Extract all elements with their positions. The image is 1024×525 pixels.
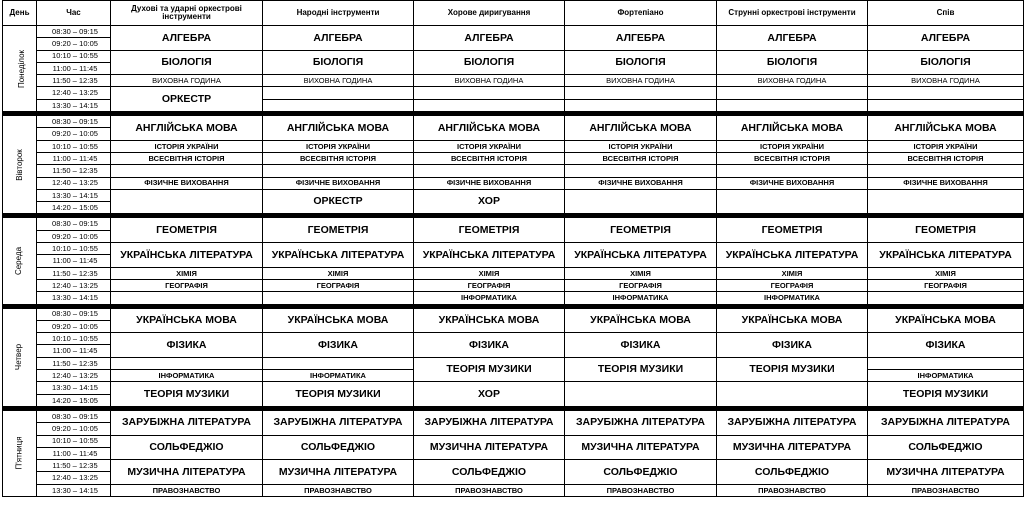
subject-cell: ІСТОРІЯ УКРАЇНИ xyxy=(111,140,263,152)
subject-cell: ХІМІЯ xyxy=(565,267,717,279)
subject-cell: ІНФОРМАТИКА xyxy=(868,370,1024,382)
time-slot: 11:00 – 11:45 xyxy=(37,152,111,164)
subject-cell: ФІЗИКА xyxy=(868,333,1024,358)
subject-cell: ІСТОРІЯ УКРАЇНИ xyxy=(717,140,868,152)
subject-cell: СОЛЬФЕДЖІО xyxy=(111,435,263,460)
empty-cell xyxy=(414,99,565,111)
subject-cell: УКРАЇНСЬКА ЛІТЕРАТУРА xyxy=(868,243,1024,268)
subject-cell: СОЛЬФЕДЖІО xyxy=(717,460,868,485)
subject-cell: ІСТОРІЯ УКРАЇНИ xyxy=(414,140,565,152)
table-row xyxy=(3,140,1024,152)
subject-cell: МУЗИЧНА ЛІТЕРАТУРА xyxy=(263,460,414,485)
time-slot: 10:10 – 10:55 xyxy=(37,50,111,62)
subject-cell: ПРАВОЗНАВСТВО xyxy=(717,484,868,496)
time-slot: 09:20 – 10:05 xyxy=(37,128,111,140)
table-row xyxy=(3,26,1024,38)
subject-cell: ВСЕСВІТНЯ ІСТОРІЯ xyxy=(263,152,414,164)
table-row xyxy=(3,243,1024,255)
time-slot: 11:00 – 11:45 xyxy=(37,255,111,267)
time-slot: 13:30 – 14:15 xyxy=(37,99,111,111)
empty-cell xyxy=(263,99,414,111)
time-slot: 11:50 – 12:35 xyxy=(37,267,111,279)
header-group-vocal: Спів xyxy=(868,1,1024,26)
subject-cell: ІНФОРМАТИКА xyxy=(111,370,263,382)
table-row xyxy=(3,357,1024,369)
time-slot: 08:30 – 09:15 xyxy=(37,26,111,38)
table-row xyxy=(3,50,1024,62)
time-slot: 11:50 – 12:35 xyxy=(37,357,111,369)
header-group-strings: Струнні оркестрові інструменти xyxy=(717,1,868,26)
subject-cell: БІОЛОГІЯ xyxy=(263,50,414,75)
subject-cell: ТЕОРІЯ МУЗИКИ xyxy=(111,382,263,407)
empty-cell xyxy=(111,189,263,214)
subject-cell: ПРАВОЗНАВСТВО xyxy=(414,484,565,496)
subject-cell: МУЗИЧНА ЛІТЕРАТУРА xyxy=(565,435,717,460)
subject-cell: ВИХОВНА ГОДИНА xyxy=(263,75,414,87)
subject-cell: ЗАРУБІЖНА ЛІТЕРАТУРА xyxy=(565,410,717,435)
subject-cell: ФІЗИЧНЕ ВИХОВАННЯ xyxy=(565,177,717,189)
table-row xyxy=(3,484,1024,496)
time-slot: 11:50 – 12:35 xyxy=(37,75,111,87)
subject-cell: ОРКЕСТР xyxy=(111,87,263,112)
table-row xyxy=(3,165,1024,177)
table-row xyxy=(3,75,1024,87)
subject-cell: УКРАЇНСЬКА ЛІТЕРАТУРА xyxy=(717,243,868,268)
empty-cell xyxy=(111,292,263,304)
subject-cell: ТЕОРІЯ МУЗИКИ xyxy=(263,382,414,407)
subject-cell: МУЗИЧНА ЛІТЕРАТУРА xyxy=(717,435,868,460)
empty-cell xyxy=(717,87,868,99)
subject-cell: ІНФОРМАТИКА xyxy=(565,292,717,304)
time-slot: 13:30 – 14:15 xyxy=(37,189,111,201)
subject-cell: ІНФОРМАТИКА xyxy=(414,292,565,304)
subject-cell: МУЗИЧНА ЛІТЕРАТУРА xyxy=(868,460,1024,485)
subject-cell: БІОЛОГІЯ xyxy=(111,50,263,75)
subject-cell: ВИХОВНА ГОДИНА xyxy=(565,75,717,87)
subject-cell: АЛГЕБРА xyxy=(414,26,565,51)
header-group-choral: Хорове диригування xyxy=(414,1,565,26)
time-slot: 14:20 – 15:05 xyxy=(37,202,111,214)
table-row xyxy=(3,152,1024,164)
subject-cell: ФІЗИЧНЕ ВИХОВАННЯ xyxy=(414,177,565,189)
subject-cell: ВСЕСВІТНЯ ІСТОРІЯ xyxy=(414,152,565,164)
table-row xyxy=(3,116,1024,128)
subject-cell: ПРАВОЗНАВСТВО xyxy=(111,484,263,496)
day-label-cell xyxy=(3,116,37,214)
empty-cell xyxy=(263,357,414,369)
subject-cell: БІОЛОГІЯ xyxy=(414,50,565,75)
time-slot: 13:30 – 14:15 xyxy=(37,382,111,394)
table-row xyxy=(3,308,1024,320)
subject-cell: УКРАЇНСЬКА МОВА xyxy=(868,308,1024,333)
subject-cell: ФІЗИКА xyxy=(414,333,565,358)
subject-cell: БІОЛОГІЯ xyxy=(868,50,1024,75)
empty-cell xyxy=(565,382,717,407)
empty-cell xyxy=(414,87,565,99)
empty-cell xyxy=(868,357,1024,369)
day-label: Понеділок xyxy=(17,49,27,88)
subject-cell: ТЕОРІЯ МУЗИКИ xyxy=(565,357,717,382)
subject-cell: ГЕОГРАФІЯ xyxy=(717,279,868,291)
time-slot: 10:10 – 10:55 xyxy=(37,140,111,152)
subject-cell: АНГЛІЙСЬКА МОВА xyxy=(717,116,868,141)
empty-cell xyxy=(263,165,414,177)
subject-cell: ХІМІЯ xyxy=(868,267,1024,279)
empty-cell xyxy=(263,292,414,304)
subject-cell: ГЕОГРАФІЯ xyxy=(565,279,717,291)
time-slot: 13:30 – 14:15 xyxy=(37,292,111,304)
subject-cell: ХОР xyxy=(414,189,565,214)
time-slot: 12:40 – 13:25 xyxy=(37,87,111,99)
empty-cell xyxy=(565,99,717,111)
subject-cell: УКРАЇНСЬКА МОВА xyxy=(263,308,414,333)
subject-cell: СОЛЬФЕДЖІО xyxy=(263,435,414,460)
subject-cell: ГЕОМЕТРІЯ xyxy=(263,218,414,243)
schedule-table xyxy=(2,0,1024,497)
table-row xyxy=(3,292,1024,304)
time-slot: 09:20 – 10:05 xyxy=(37,230,111,242)
subject-cell: СОЛЬФЕДЖІО xyxy=(414,460,565,485)
empty-cell xyxy=(868,165,1024,177)
empty-cell xyxy=(868,87,1024,99)
empty-cell xyxy=(868,189,1024,214)
subject-cell: ХІМІЯ xyxy=(111,267,263,279)
table-row xyxy=(3,435,1024,447)
subject-cell: ТЕОРІЯ МУЗИКИ xyxy=(414,357,565,382)
time-slot: 10:10 – 10:55 xyxy=(37,435,111,447)
time-slot: 10:10 – 10:55 xyxy=(37,333,111,345)
subject-cell: ПРАВОЗНАВСТВО xyxy=(263,484,414,496)
subject-cell: ГЕОМЕТРІЯ xyxy=(717,218,868,243)
subject-cell: ГЕОГРАФІЯ xyxy=(263,279,414,291)
subject-cell: МУЗИЧНА ЛІТЕРАТУРА xyxy=(414,435,565,460)
time-slot: 11:00 – 11:45 xyxy=(37,345,111,357)
empty-cell xyxy=(717,382,868,407)
subject-cell: БІОЛОГІЯ xyxy=(717,50,868,75)
subject-cell: ХІМІЯ xyxy=(263,267,414,279)
subject-cell: АНГЛІЙСЬКА МОВА xyxy=(868,116,1024,141)
subject-cell: ТЕОРІЯ МУЗИКИ xyxy=(868,382,1024,407)
subject-cell: ПРАВОЗНАВСТВО xyxy=(565,484,717,496)
subject-cell: УКРАЇНСЬКА МОВА xyxy=(414,308,565,333)
subject-cell: АНГЛІЙСЬКА МОВА xyxy=(263,116,414,141)
table-row xyxy=(3,410,1024,422)
subject-cell: ЗАРУБІЖНА ЛІТЕРАТУРА xyxy=(263,410,414,435)
subject-cell: ВИХОВНА ГОДИНА xyxy=(868,75,1024,87)
day-label: Середа xyxy=(14,246,24,276)
table-row xyxy=(3,460,1024,472)
subject-cell: ФІЗИЧНЕ ВИХОВАННЯ xyxy=(868,177,1024,189)
time-slot: 09:20 – 10:05 xyxy=(37,423,111,435)
time-slot: 11:00 – 11:45 xyxy=(37,447,111,459)
subject-cell: ІСТОРІЯ УКРАЇНИ xyxy=(263,140,414,152)
subject-cell: ХІМІЯ xyxy=(717,267,868,279)
subject-cell: АЛГЕБРА xyxy=(111,26,263,51)
day-label: Четвер xyxy=(14,344,24,371)
time-slot: 12:40 – 13:25 xyxy=(37,279,111,291)
empty-cell xyxy=(263,87,414,99)
empty-cell xyxy=(868,292,1024,304)
empty-cell xyxy=(565,87,717,99)
empty-cell xyxy=(868,99,1024,111)
subject-cell: ОРКЕСТР xyxy=(263,189,414,214)
subject-cell: УКРАЇНСЬКА ЛІТЕРАТУРА xyxy=(565,243,717,268)
day-label: П'ятниця xyxy=(14,436,24,470)
time-slot: 08:30 – 09:15 xyxy=(37,116,111,128)
subject-cell: СОЛЬФЕДЖІО xyxy=(868,435,1024,460)
subject-cell: СОЛЬФЕДЖІО xyxy=(565,460,717,485)
subject-cell: ВИХОВНА ГОДИНА xyxy=(111,75,263,87)
time-slot: 08:30 – 09:15 xyxy=(37,308,111,320)
empty-cell xyxy=(111,357,263,369)
subject-cell: ГЕОМЕТРІЯ xyxy=(414,218,565,243)
table-row xyxy=(3,177,1024,189)
subject-cell: ВИХОВНА ГОДИНА xyxy=(717,75,868,87)
schedule-body xyxy=(3,26,1024,497)
subject-cell: ІНФОРМАТИКА xyxy=(717,292,868,304)
subject-cell: АЛГЕБРА xyxy=(263,26,414,51)
header-group-folk: Народні інструменти xyxy=(263,1,414,26)
subject-cell: ТЕОРІЯ МУЗИКИ xyxy=(717,357,868,382)
table-row xyxy=(3,218,1024,230)
time-slot: 11:50 – 12:35 xyxy=(37,165,111,177)
subject-cell: УКРАЇНСЬКА МОВА xyxy=(111,308,263,333)
subject-cell: АНГЛІЙСЬКА МОВА xyxy=(414,116,565,141)
empty-cell xyxy=(717,99,868,111)
subject-cell: ФІЗИЧНЕ ВИХОВАННЯ xyxy=(263,177,414,189)
time-slot: 10:10 – 10:55 xyxy=(37,243,111,255)
subject-cell: ВИХОВНА ГОДИНА xyxy=(414,75,565,87)
time-slot: 12:40 – 13:25 xyxy=(37,177,111,189)
subject-cell: ГЕОМЕТРІЯ xyxy=(868,218,1024,243)
table-row xyxy=(3,189,1024,201)
subject-cell: ФІЗИЧНЕ ВИХОВАННЯ xyxy=(717,177,868,189)
empty-cell xyxy=(111,165,263,177)
empty-cell xyxy=(717,189,868,214)
subject-cell: АНГЛІЙСЬКА МОВА xyxy=(565,116,717,141)
subject-cell: УКРАЇНСЬКА ЛІТЕРАТУРА xyxy=(263,243,414,268)
subject-cell: БІОЛОГІЯ xyxy=(565,50,717,75)
subject-cell: ФІЗИКА xyxy=(565,333,717,358)
table-row xyxy=(3,267,1024,279)
time-slot: 12:40 – 13:25 xyxy=(37,370,111,382)
table-row xyxy=(3,87,1024,99)
subject-cell: ЗАРУБІЖНА ЛІТЕРАТУРА xyxy=(868,410,1024,435)
subject-cell: ВСЕСВІТНЯ ІСТОРІЯ xyxy=(868,152,1024,164)
table-row xyxy=(3,279,1024,291)
day-label-cell xyxy=(3,308,37,406)
subject-cell: АНГЛІЙСЬКА МОВА xyxy=(111,116,263,141)
subject-cell: ГЕОМЕТРІЯ xyxy=(565,218,717,243)
subject-cell: ХІМІЯ xyxy=(414,267,565,279)
table-row xyxy=(3,382,1024,394)
time-slot: 08:30 – 09:15 xyxy=(37,218,111,230)
subject-cell: УКРАЇНСЬКА МОВА xyxy=(565,308,717,333)
time-slot: 08:30 – 09:15 xyxy=(37,410,111,422)
day-label-cell xyxy=(3,410,37,496)
table-row xyxy=(3,333,1024,345)
day-label-cell xyxy=(3,218,37,304)
empty-cell xyxy=(414,165,565,177)
empty-cell xyxy=(565,165,717,177)
subject-cell: УКРАЇНСЬКА МОВА xyxy=(717,308,868,333)
time-slot: 14:20 – 15:05 xyxy=(37,394,111,406)
subject-cell: ІСТОРІЯ УКРАЇНИ xyxy=(565,140,717,152)
subject-cell: ФІЗИКА xyxy=(263,333,414,358)
header-time: Час xyxy=(37,1,111,26)
header-group-wind: Духові та ударні оркестрові інструменти xyxy=(111,1,263,26)
subject-cell: МУЗИЧНА ЛІТЕРАТУРА xyxy=(111,460,263,485)
subject-cell: ФІЗИКА xyxy=(717,333,868,358)
time-slot: 11:00 – 11:45 xyxy=(37,62,111,74)
subject-cell: ІСТОРІЯ УКРАЇНИ xyxy=(868,140,1024,152)
subject-cell: ГЕОГРАФІЯ xyxy=(111,279,263,291)
time-slot: 13:30 – 14:15 xyxy=(37,484,111,496)
time-slot: 12:40 – 13:25 xyxy=(37,472,111,484)
subject-cell: ГЕОГРАФІЯ xyxy=(414,279,565,291)
subject-cell: ЗАРУБІЖНА ЛІТЕРАТУРА xyxy=(111,410,263,435)
subject-cell: ЗАРУБІЖНА ЛІТЕРАТУРА xyxy=(414,410,565,435)
subject-cell: УКРАЇНСЬКА ЛІТЕРАТУРА xyxy=(414,243,565,268)
empty-cell xyxy=(717,165,868,177)
subject-cell: ФІЗИЧНЕ ВИХОВАННЯ xyxy=(111,177,263,189)
subject-cell: ГЕОМЕТРІЯ xyxy=(111,218,263,243)
subject-cell: ПРАВОЗНАВСТВО xyxy=(868,484,1024,496)
subject-cell: АЛГЕБРА xyxy=(868,26,1024,51)
time-slot: 11:50 – 12:35 xyxy=(37,460,111,472)
subject-cell: УКРАЇНСЬКА ЛІТЕРАТУРА xyxy=(111,243,263,268)
subject-cell: ХОР xyxy=(414,382,565,407)
header-group-piano: Фортепіано xyxy=(565,1,717,26)
subject-cell: АЛГЕБРА xyxy=(565,26,717,51)
day-label: Вівторок xyxy=(14,148,24,181)
time-slot: 09:20 – 10:05 xyxy=(37,320,111,332)
day-label-cell xyxy=(3,26,37,112)
subject-cell: ВСЕСВІТНЯ ІСТОРІЯ xyxy=(717,152,868,164)
time-slot: 09:20 – 10:05 xyxy=(37,38,111,50)
subject-cell: ЗАРУБІЖНА ЛІТЕРАТУРА xyxy=(717,410,868,435)
subject-cell: ВСЕСВІТНЯ ІСТОРІЯ xyxy=(565,152,717,164)
subject-cell: ВСЕСВІТНЯ ІСТОРІЯ xyxy=(111,152,263,164)
subject-cell: ГЕОГРАФІЯ xyxy=(868,279,1024,291)
header-day: День xyxy=(3,1,37,26)
empty-cell xyxy=(565,189,717,214)
subject-cell: ФІЗИКА xyxy=(111,333,263,358)
subject-cell: АЛГЕБРА xyxy=(717,26,868,51)
subject-cell: ІНФОРМАТИКА xyxy=(263,370,414,382)
header-row xyxy=(3,1,1024,26)
